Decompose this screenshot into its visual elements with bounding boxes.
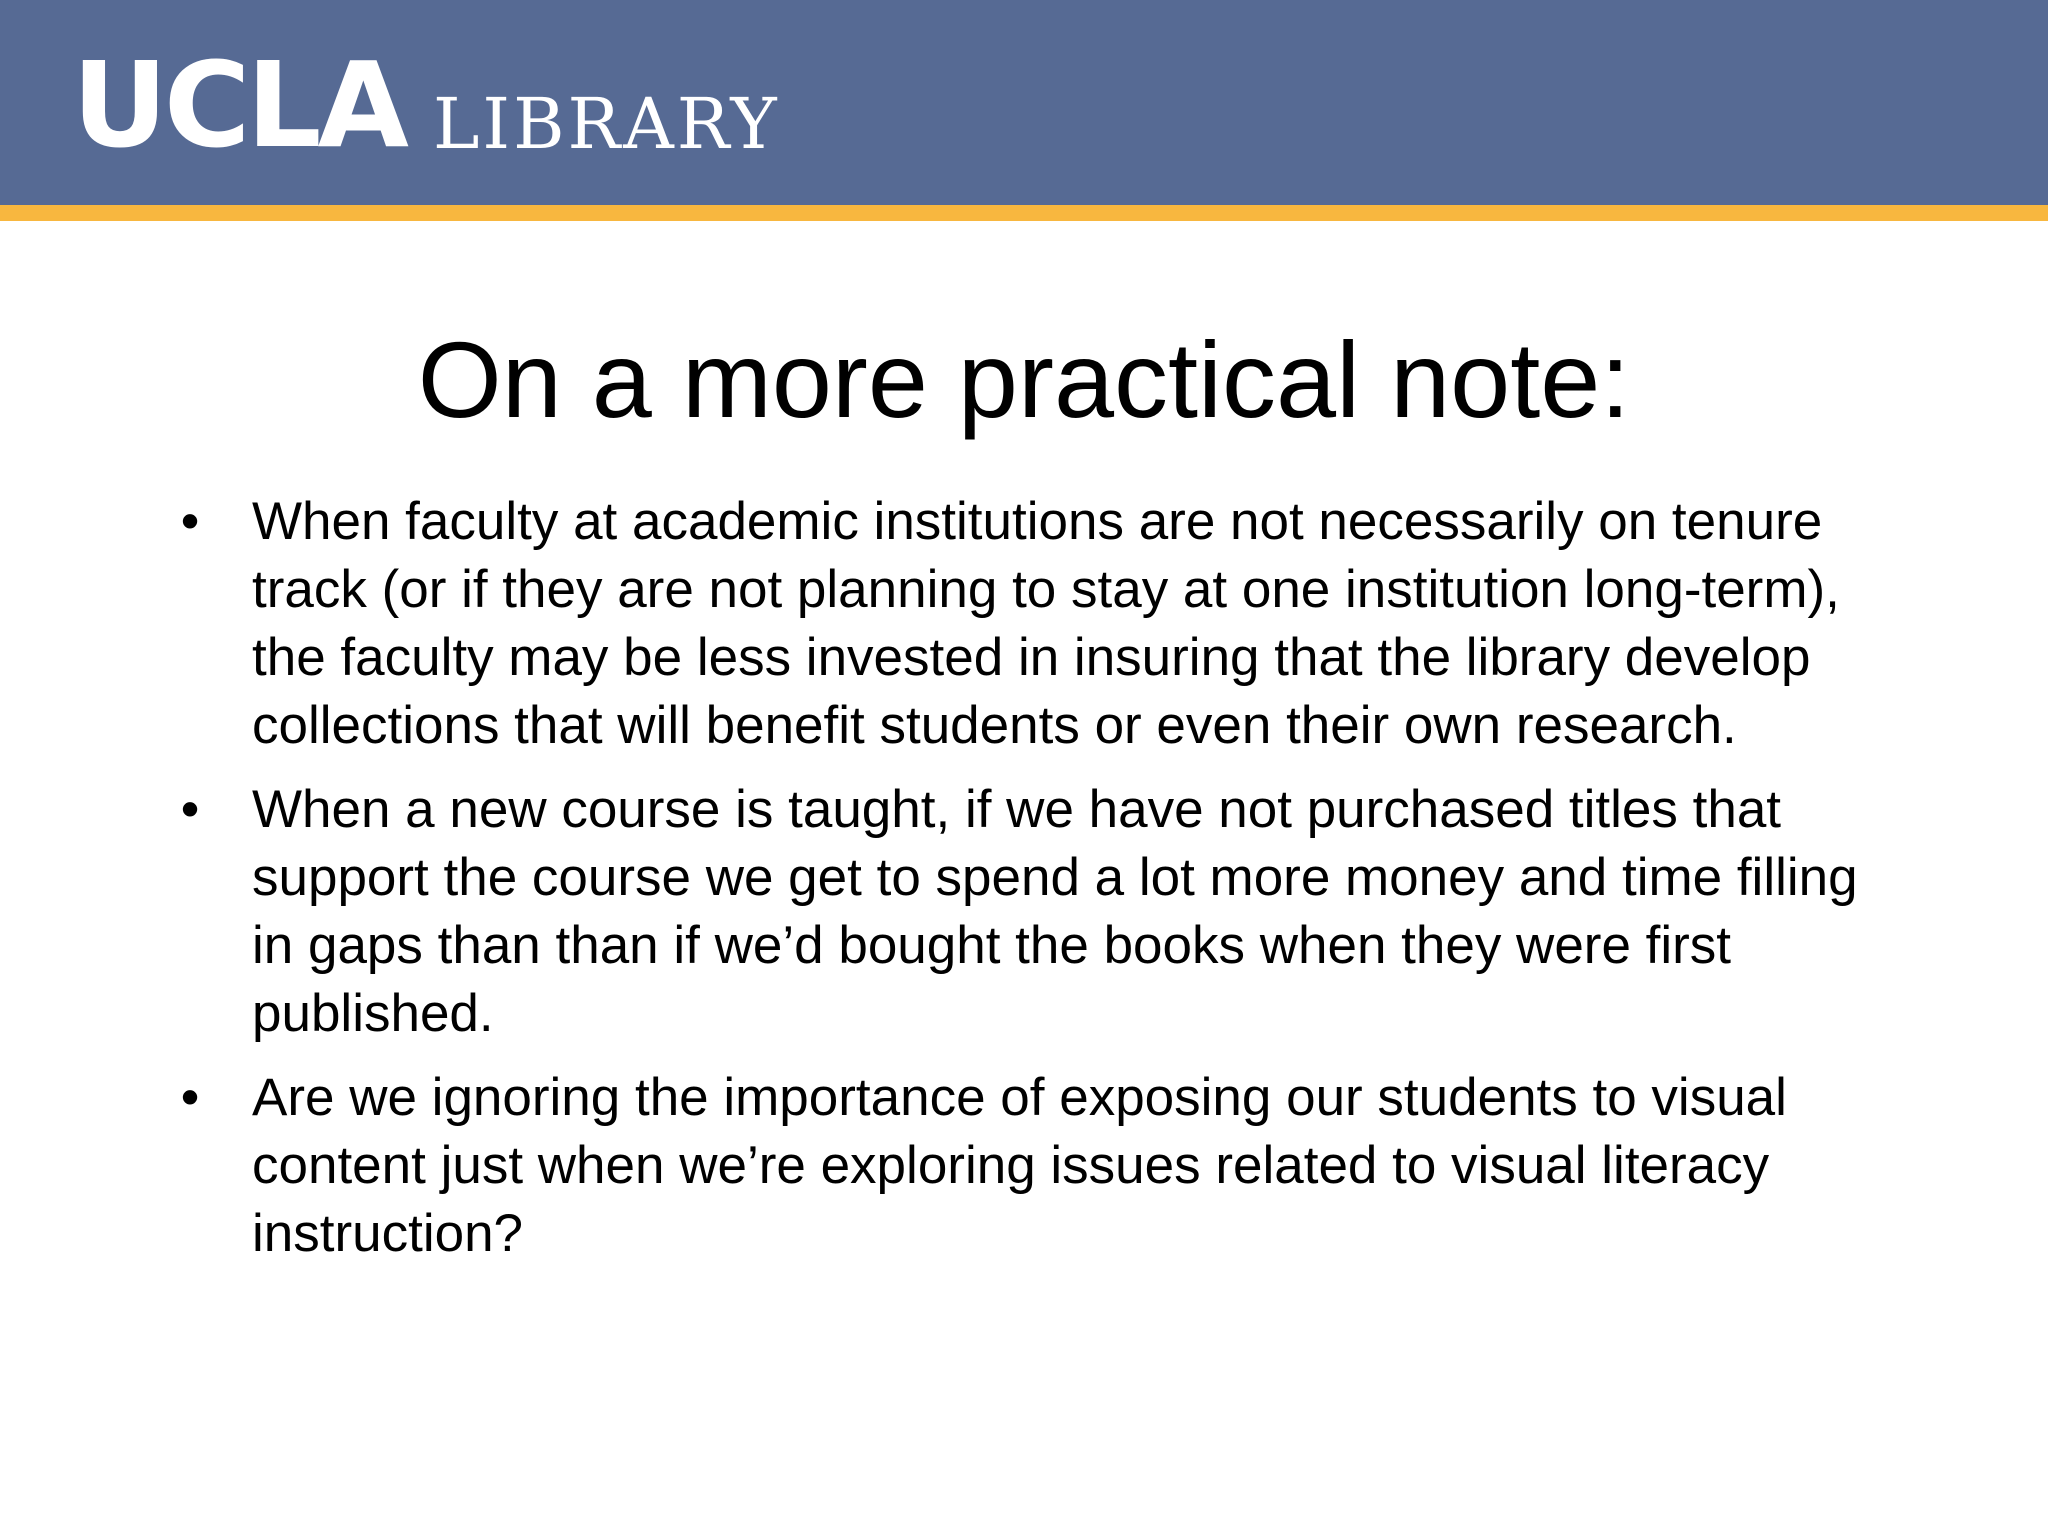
- bullet-item-2: [170, 776, 1890, 1048]
- bullet-item-1: [170, 488, 1890, 760]
- bullet-text-1: When faculty at academic institutions are not necessarily on tenure track (or if they are not planning to stay at one institution long-term), the faculty may be less invested in insuring that the library develop collections that will benefit students or even their own research.: [252, 492, 1840, 755]
- bullet-marker: •: [180, 1068, 200, 1127]
- bullet-marker: •: [180, 780, 200, 839]
- header-gold-stripe: [0, 205, 2048, 221]
- bullet-list: [170, 488, 1890, 1284]
- logo-library-text: LIBRARY: [432, 83, 780, 165]
- ucla-library-logo: [72, 36, 780, 174]
- slide-title: On a more practical note:: [417, 319, 1631, 440]
- bullet-marker: •: [180, 492, 200, 551]
- bullet-item-3: [170, 1064, 1890, 1268]
- bullet-text-2: When a new course is taught, if we have not purchased titles that support the course we get to spend a lot more money and time filling in gaps than than if we’d bought the books when they were first published.: [252, 780, 1858, 1043]
- bullet-text-3: Are we ignoring the importance of exposing our students to visual content just when we’re exploring issues related to visual literacy instruction?: [252, 1068, 1787, 1263]
- header-banner: [0, 0, 2048, 205]
- logo-ucla-text: UCLA: [72, 36, 405, 174]
